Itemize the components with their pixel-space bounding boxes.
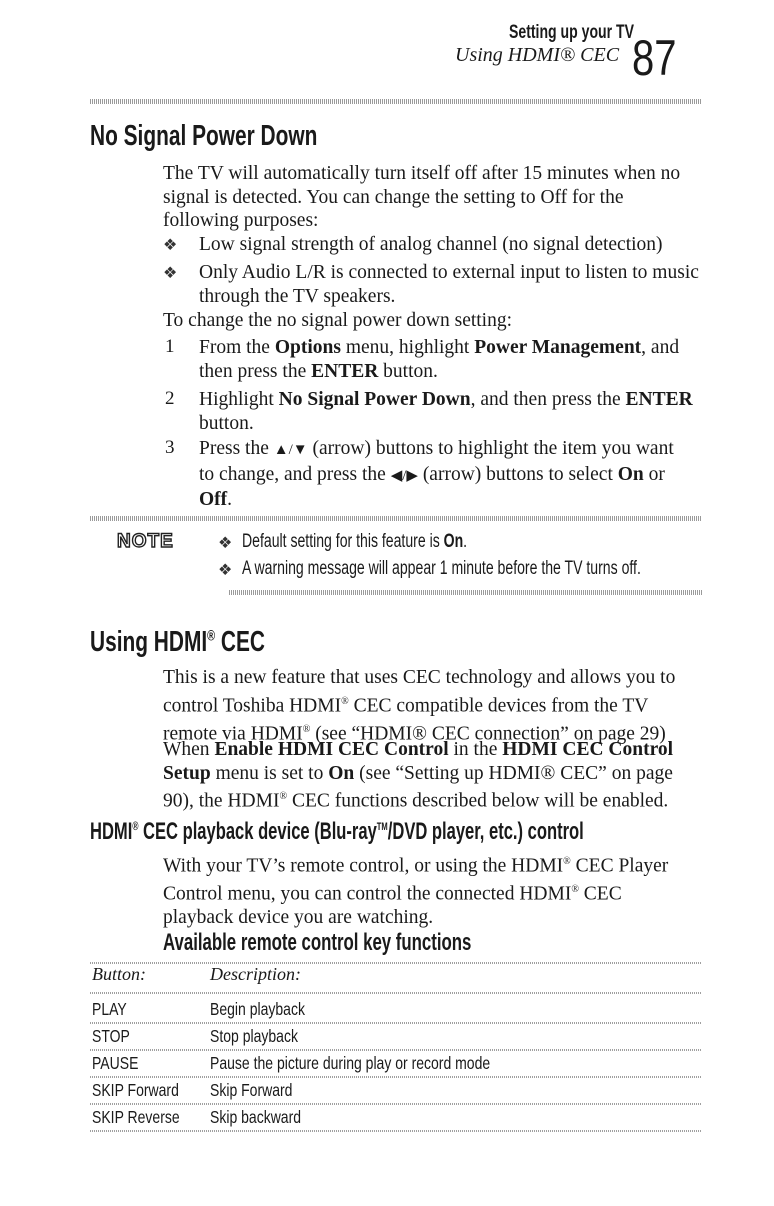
note-top-rule <box>90 516 702 521</box>
step-number: 1 <box>165 336 175 357</box>
running-header-subsection: Using HDMI® CEC <box>455 44 620 66</box>
diamond-bullet-icon: ❖ <box>218 562 233 579</box>
table-rule <box>90 1049 702 1051</box>
table-rule <box>90 992 702 994</box>
cec-paragraph-1: This is a new feature that uses CEC technology and allows you to control Toshiba HDMI® CEC compatible devices from the TV remote via HDMI® (see “HDMI® CEC connection” on page 29) <box>163 667 676 744</box>
step-number: 3 <box>165 437 175 458</box>
steps-lead: To change the no signal power down setting: <box>163 310 513 331</box>
note-bottom-rule <box>229 590 702 595</box>
diamond-bullet-icon: ❖ <box>163 265 178 282</box>
cec-paragraph-2: When Enable HDMI CEC Control in the HDMI CEC Control Setup menu is set to On (see “Setting up HDMI® CEC” on page 90), the HDMI® CEC functions described below will be enabled. <box>163 739 674 812</box>
step-text: Press the ▲/▼ (arrow) buttons to highlight the item you want to change, and press the ◀/▶ (arrow) buttons to select On or Off. <box>199 438 674 510</box>
bullet-item: Low signal strength of analog channel (no signal detection) <box>199 234 663 255</box>
note-label: NOTE <box>117 531 174 552</box>
step-number: 2 <box>165 388 175 409</box>
page-number: 87 <box>632 30 677 86</box>
table-rule <box>90 962 702 964</box>
step-text: Highlight No Signal Power Down, and then press the ENTER button. <box>199 389 693 434</box>
table-rule <box>90 1130 702 1132</box>
table-rule <box>90 1076 702 1078</box>
section-heading-no-signal: No Signal Power Down <box>90 120 318 152</box>
note-item: A warning message will appear 1 minute before the TV turns off. <box>242 558 641 579</box>
section-heading-using-hdmi-cec: Using HDMI® CEC <box>90 626 266 658</box>
column-header-description: Description: <box>210 964 301 984</box>
running-header-section: Setting up your TV <box>509 22 634 43</box>
table-rule <box>90 1022 702 1024</box>
table-row: SKIP Reverse Skip backward <box>92 1107 302 1127</box>
diamond-bullet-icon: ❖ <box>218 535 233 552</box>
diamond-bullet-icon: ❖ <box>163 237 178 254</box>
table-row: STOP Stop playback <box>92 1026 298 1046</box>
note-item: Default setting for this feature is On. <box>242 531 468 552</box>
table-heading: Available remote control key functions <box>163 929 472 956</box>
subsection-heading-playback-control: HDMI® CEC playback device (Blu-ray™/DVD player, etc.) control <box>90 818 584 845</box>
header-rule <box>90 99 702 104</box>
table-row: SKIP Forward Skip Forward <box>92 1080 293 1100</box>
table-row: PLAY Begin playback <box>92 999 305 1019</box>
no-signal-intro: The TV will automatically turn itself off after 15 minutes when no signal is detected. You can change the setting to Off for the following purposes: <box>163 163 681 231</box>
table-row: PAUSE Pause the picture during play or record mode <box>92 1053 491 1073</box>
bullet-item: Only Audio L/R is connected to external input to listen to music through the TV speakers. <box>199 262 699 307</box>
playback-paragraph: With your TV’s remote control, or using the HDMI® CEC Player Control menu, you can control the connected HDMI® CEC playback device you are watching. <box>163 855 669 928</box>
column-header-button: Button: <box>92 964 146 984</box>
table-rule <box>90 1103 702 1105</box>
step-text: From the Options menu, highlight Power Management, and then press the ENTER button. <box>199 337 680 382</box>
